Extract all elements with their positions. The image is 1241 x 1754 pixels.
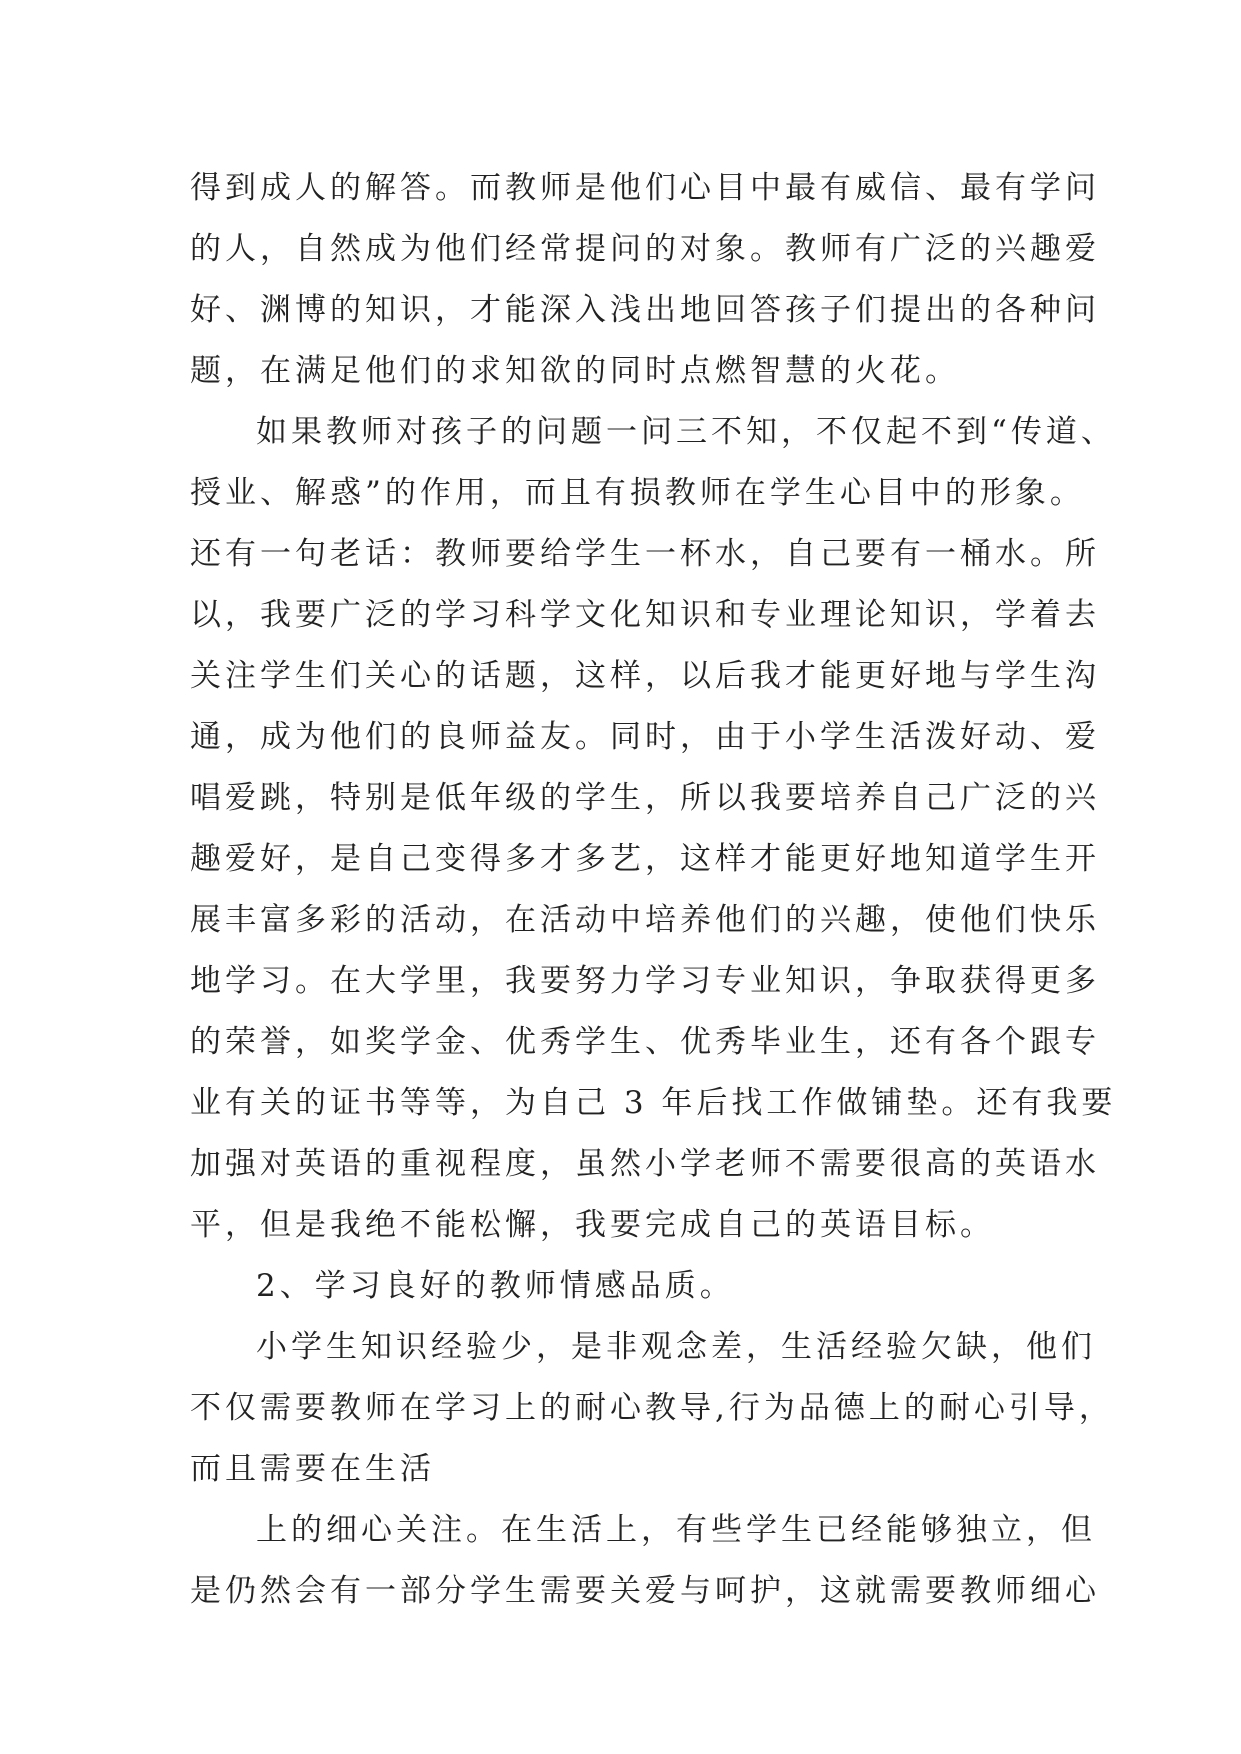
text-line: 地学习。在大学里，我要努力学习专业知识，争取获得更多 bbox=[190, 963, 1100, 999]
text-line: 通，成为他们的良师益友。同时，由于小学生活泼好动、爱 bbox=[190, 719, 1100, 755]
text-line: 唱爱跳，特别是低年级的学生，所以我要培养自己广泛的兴 bbox=[190, 780, 1100, 816]
text-line: 趣爱好，是自己变得多才多艺，这样才能更好地知道学生开 bbox=[190, 841, 1100, 877]
body-text bbox=[190, 158, 1117, 1622]
text-line: 不仅需要教师在学习上的耐心教导,行为品德上的耐心引导， bbox=[190, 1390, 1114, 1426]
section-heading: 2、学习良好的教师情感品质。 bbox=[256, 1268, 735, 1304]
text-line: 的荣誉，如奖学金、优秀学生、优秀毕业生，还有各个跟专 bbox=[190, 1024, 1100, 1060]
text-line: 平，但是我绝不能松懈，我要完成自己的英语目标。 bbox=[190, 1207, 995, 1243]
paragraph-first-line: 小学生知识经验少，是非观念差，生活经验欠缺，他们 bbox=[256, 1329, 1096, 1365]
text-line: 授业、解惑”的作用，而且有损教师在学生心目中的形象。 bbox=[190, 475, 1085, 511]
text-line: 以，我要广泛的学习科学文化知识和专业理论知识，学着去 bbox=[190, 597, 1100, 633]
paragraph-first-line: 如果教师对孩子的问题一问三不知，不仅起不到“传道、 bbox=[256, 414, 1116, 450]
text-line: 还有一句老话：教师要给学生一杯水，自己要有一桶水。所 bbox=[190, 536, 1100, 572]
text-line: 展丰富多彩的活动，在活动中培养他们的兴趣，使他们快乐 bbox=[190, 902, 1100, 938]
text-line: 得到成人的解答。而教师是他们心目中最有威信、最有学问 bbox=[190, 170, 1100, 206]
text-line: 业有关的证书等等，为自己 3 年后找工作做铺垫。还有我要 bbox=[190, 1085, 1117, 1121]
text-line: 而且需要在生活 bbox=[190, 1451, 435, 1487]
paragraph-first-line: 上的细心关注。在生活上，有些学生已经能够独立，但 bbox=[256, 1512, 1096, 1548]
text-line: 题，在满足他们的求知欲的同时点燃智慧的火花。 bbox=[190, 353, 960, 389]
text-line: 关注学生们关心的话题，这样，以后我才能更好地与学生沟 bbox=[190, 658, 1100, 694]
text-line: 加强对英语的重视程度，虽然小学老师不需要很高的英语水 bbox=[190, 1146, 1100, 1182]
text-line: 好、渊博的知识，才能深入浅出地回答孩子们提出的各种问 bbox=[190, 292, 1100, 328]
text-line: 的人，自然成为他们经常提问的对象。教师有广泛的兴趣爱 bbox=[190, 231, 1100, 267]
text-line: 是仍然会有一部分学生需要关爱与呵护，这就需要教师细心 bbox=[190, 1573, 1100, 1609]
